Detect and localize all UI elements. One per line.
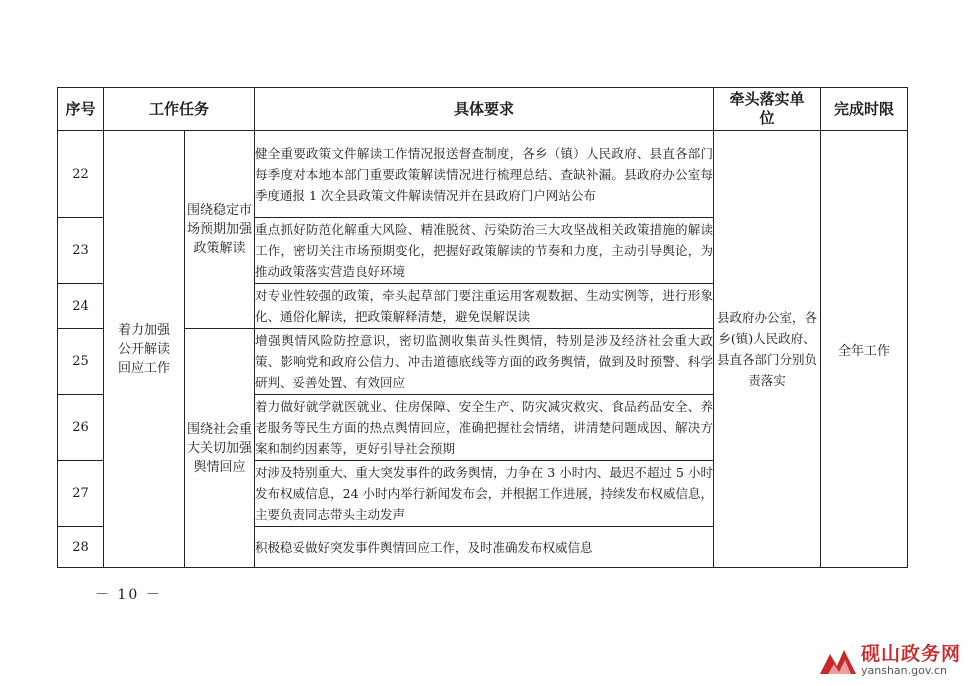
requirement-cell: 健全重要政策文件解读工作情况报送督查制度，各乡（镇）人民政府、县直各部门每季度对本地本部门重要政策解读情况进行梳理总结、查缺补漏。县政府办公室每季度通报 1 次全县政策文件解读情况并在县政府门户网站公布 — [255, 131, 714, 218]
requirement-cell: 积极稳妥做好突发事件舆情回应工作，及时准确发布权威信息 — [255, 527, 714, 568]
requirement-cell: 着力做好就学就医就业、住房保障、安全生产、防灾减灾救灾、食品药品安全、养老服务等民生方面的热点舆情回应，准确把握社会情绪，讲清楚问题成因、解决方案和制约因素等，更好引导社会预期 — [255, 395, 714, 461]
row-number: 26 — [58, 395, 104, 461]
subtask-cell: 围绕稳定市场预期加强政策解读 — [185, 131, 255, 329]
table-row — [58, 131, 908, 218]
requirement-cell: 重点抓好防范化解重大风险、精准脱贫、污染防治三大攻坚战相关政策措施的解读工作，密切关注市场预期变化，把握好政策解读的节奏和力度，主动引导舆论，为推动政策落实营造良好环境 — [255, 218, 714, 284]
subtask-cell: 围绕社会重大关切加强舆情回应 — [185, 329, 255, 568]
page-number: － 10 － — [95, 587, 162, 603]
row-number: 28 — [58, 527, 104, 568]
header-seq: 序号 — [58, 88, 104, 131]
deadline-cell: 全年工作 — [821, 131, 908, 568]
requirement-cell: 对涉及特别重大、重大突发事件的政务舆情，力争在 3 小时内、最迟不超过 5 小时发布权威信息，24 小时内举行新闻发布会，并根据工作进展，持续发布权威信息，主要负责同志带头主动发声 — [255, 461, 714, 527]
site-logo-name: 砚山政务网 — [861, 643, 962, 665]
requirement-cell: 增强舆情风险防控意识，密切监测收集苗头性舆情，特别是涉及经济社会重大政策、影响党和政府公信力、冲击道德底线等方面的政务舆情，做到及时预警、科学研判、妥善处置、有效回应 — [255, 329, 714, 395]
header-task: 工作任务 — [104, 88, 255, 131]
header-unit: 牵头落实单位 — [714, 88, 821, 131]
main-task-cell: 着力加强公开解读回应工作 — [104, 131, 185, 568]
header-deadline: 完成时限 — [821, 88, 908, 131]
site-logo-url: yanshan.gov.cn — [861, 664, 948, 677]
mountain-logo-icon — [818, 642, 858, 678]
row-number: 25 — [58, 329, 104, 395]
site-logo[interactable] — [818, 638, 968, 684]
requirement-cell: 对专业性较强的政策，牵头起草部门要注重运用客观数据、生动实例等，进行形象化、通俗化解读，把政策解释清楚，避免误解误读 — [255, 284, 714, 329]
header-requirement: 具体要求 — [255, 88, 714, 131]
lead-unit-cell: 县政府办公室，各乡(镇)人民政府、县直各部门分别负责落实 — [714, 131, 821, 568]
row-number: 24 — [58, 284, 104, 329]
row-number: 23 — [58, 218, 104, 284]
task-table — [57, 87, 908, 568]
row-number: 22 — [58, 131, 104, 218]
table-header-row — [58, 88, 908, 131]
row-number: 27 — [58, 461, 104, 527]
